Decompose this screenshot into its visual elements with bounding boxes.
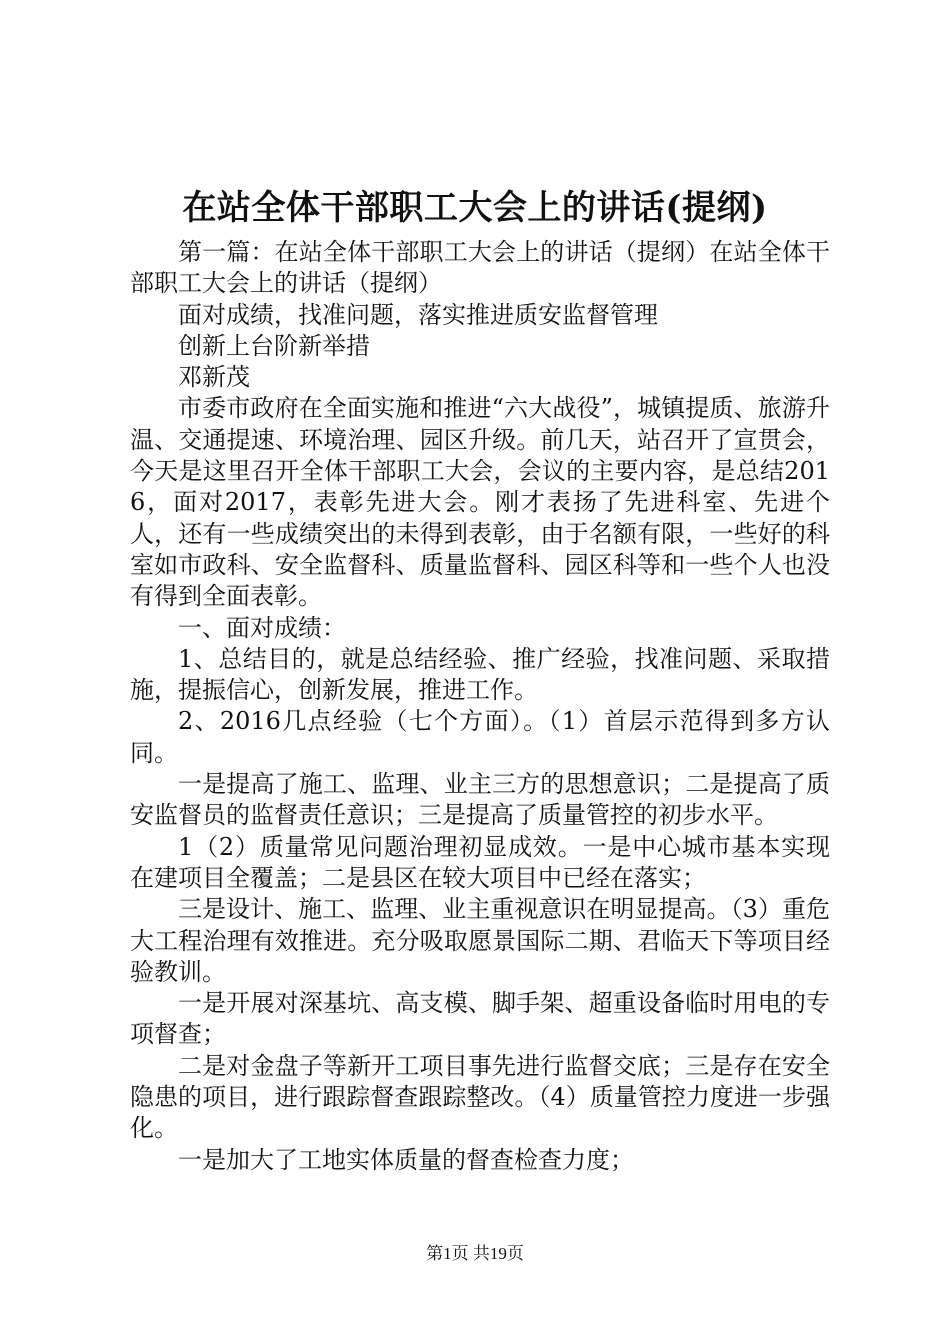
paragraph: 1（2）质量常见问题治理初显成效。一是中心城市基本实现在建项目全覆盖；二是县区在较大项目中已经在落实； [130,832,830,892]
paragraph: 创新上台阶新举措 [178,331,370,360]
document-title: 在站全体干部职工大会上的讲话(提纲) [182,188,768,228]
paragraph: 第一篇：在站全体干部职工大会上的讲话（提纲）在站全体干部职工大会上的讲话（提纲） [130,238,830,298]
paragraph: 二是对金盘子等新开工项目事先进行监督交底；三是存在安全隐患的项目，进行跟踪督查跟踪整改。（4）质量管控力度进一步强化。 [130,1051,830,1143]
paragraph: 一是开展对深基坑、高支模、脚手架、超重设备临时用电的专项督查； [130,989,830,1049]
paragraph: 一是加大了工地实体质量的督查检查力度； [178,1145,634,1174]
paragraph: 三是设计、施工、监理、业主重视意识在明显提高。（3）重危大工程治理有效推进。充分吸取愿景国际二期、君临天下等项目经验教训。 [130,895,830,986]
document-body [130,237,830,1176]
paragraph: 面对成绩，找准问题，落实推进质安监督管理 [178,300,658,329]
author-name: 邓新茂 [178,363,250,392]
section-heading: 一、面对成绩： [178,613,346,642]
paragraph: 1、总结目的，就是总结经验、推广经验，找准问题、采取措施，提振信心，创新发展，推进工作。 [130,644,830,705]
page-footer: 第1页 共19页 [426,1244,524,1263]
paragraph: 市委市政府在全面实施和推进“六大战役”，城镇提质、旅游升温、交通提速、环境治理、园区升级。前几天，站召开了宣贯会，今天是这里召开全体干部职工大会，会议的主要内容，是总结2016，面对2017，表彰先进大会。刚才表扬了先进科室、先进个人，还有一些成绩突出的未得到表彰，由于名额有限，一些好的科室如市政科、安全监督科、质量监督科、园区科等和一些个人也没有得到全面表彰。 [130,394,830,611]
paragraph: 一是提高了施工、监理、业主三方的思想意识；二是提高了质安监督员的监督责任意识；三是提高了质量管控的初步水平。 [130,770,830,830]
paragraph: 2、2016几点经验（七个方面）。（1）首层示范得到多方认同。 [130,707,830,767]
